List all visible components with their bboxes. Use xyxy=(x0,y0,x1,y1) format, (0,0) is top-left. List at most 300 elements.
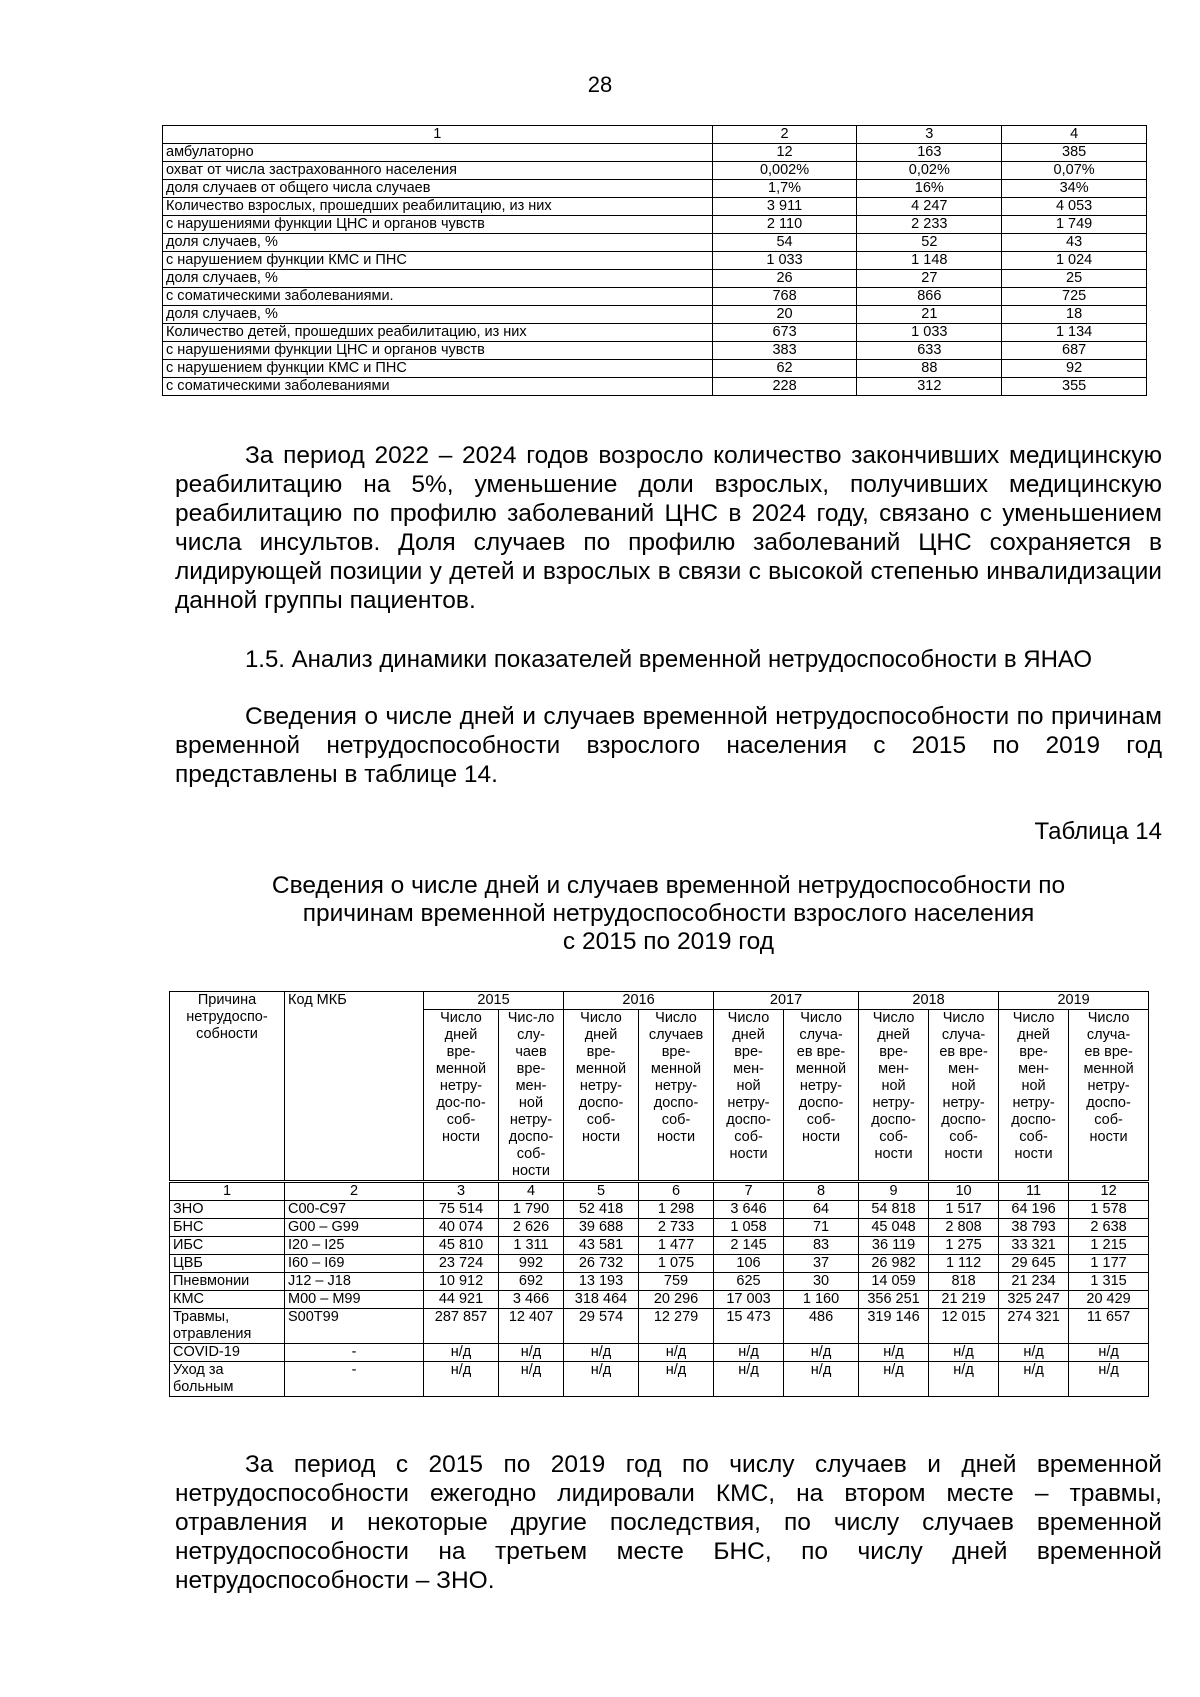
table-cell: н/д xyxy=(784,1362,859,1397)
table-cell: 30 xyxy=(784,1273,859,1291)
table-cell: 355 xyxy=(1002,378,1147,396)
row-label: с нарушением функции КМС и ПНС xyxy=(163,252,713,270)
table-cell: н/д xyxy=(1069,1344,1149,1362)
table-cell: н/д xyxy=(564,1344,639,1362)
table-cell: н/д xyxy=(714,1362,784,1397)
year-header: 2018 xyxy=(859,992,999,1010)
icd-code-cell: - xyxy=(285,1362,424,1397)
table-cell: 673 xyxy=(712,324,857,342)
table-cell: 27 xyxy=(857,270,1002,288)
table-cell: 45 048 xyxy=(859,1219,929,1237)
header-line: мен- xyxy=(1018,1061,1049,1077)
header-line: ной xyxy=(881,1078,906,1094)
table-cell: 312 xyxy=(857,378,1002,396)
table-cell: н/д xyxy=(639,1362,714,1397)
icd-code-cell: M00 – M99 xyxy=(285,1291,424,1309)
row-label: с соматическими заболеваниями xyxy=(163,378,713,396)
header-line: нетру- xyxy=(1087,1078,1130,1094)
table-cell: 1 134 xyxy=(1002,324,1147,342)
table-row xyxy=(163,252,1147,270)
table-cell: 17 003 xyxy=(714,1291,784,1309)
paragraph-table-intro: Сведения о числе дней и случаев временной нетрудоспособности по причинам временной нетрудоспособности взрослого населения с 2015 по 2019 год представлены в таблице 14. xyxy=(175,703,1162,788)
table-cell: 3 646 xyxy=(714,1201,784,1219)
header-line: доспо- xyxy=(726,1112,771,1128)
year-header: 2015 xyxy=(424,992,564,1010)
table-cell: 43 xyxy=(1002,234,1147,252)
header-line: Число xyxy=(440,1010,482,1026)
table-row xyxy=(163,162,1147,180)
column-number: 6 xyxy=(639,1182,714,1201)
row-label: доля случаев, % xyxy=(163,270,713,288)
header-line: ности xyxy=(1014,1146,1053,1162)
column-number: 11 xyxy=(999,1182,1069,1201)
icd-code-cell: - xyxy=(285,1344,424,1362)
table-cell: 1 177 xyxy=(1069,1255,1149,1273)
header-line: вре- xyxy=(516,1061,546,1077)
subheader-cell xyxy=(929,1010,999,1182)
table-cell: 486 xyxy=(784,1309,859,1344)
table-cell: 1 033 xyxy=(857,324,1002,342)
subheader-cell xyxy=(859,1010,929,1182)
header-line: ности xyxy=(802,1129,841,1145)
header-line: нетру- xyxy=(1012,1095,1055,1111)
table-row xyxy=(163,324,1147,342)
table-cell: 38 793 xyxy=(999,1219,1069,1237)
code-header: Код МКБ xyxy=(285,992,424,1182)
row-label: Количество взрослых, прошедших реабилитацию, из них xyxy=(163,198,713,216)
row-label: Количество детей, прошедших реабилитацию, из них xyxy=(163,324,713,342)
header-line: Число xyxy=(1012,1010,1055,1026)
header-line: менной xyxy=(650,1061,702,1077)
table-cell: 21 234 xyxy=(999,1273,1069,1291)
table-row xyxy=(170,1291,1149,1309)
year-header: 2019 xyxy=(999,992,1149,1010)
header-line: ности xyxy=(656,1129,696,1145)
header-line: вре- xyxy=(879,1044,908,1060)
table-cell: 3 466 xyxy=(499,1291,564,1309)
cause-cell xyxy=(170,1344,285,1362)
header-line: ности xyxy=(874,1146,913,1162)
table-cell: 2 733 xyxy=(639,1219,714,1237)
table-title: Сведения о числе дней и случаев временной нетрудоспособности по причинам временной нетрудоспособности взрослого населения с 2015 по 2019 год xyxy=(271,872,1066,955)
table-cell: 43 581 xyxy=(564,1237,639,1255)
table-cell: 1 790 xyxy=(499,1201,564,1219)
table-cell: 26 732 xyxy=(564,1255,639,1273)
header-line: Число xyxy=(1087,1010,1130,1026)
cause-line: ЗНО xyxy=(173,1201,204,1217)
subheader-cell xyxy=(424,1010,499,1182)
header-line: ности xyxy=(944,1146,983,1162)
table-cell: 12 015 xyxy=(929,1309,999,1344)
table-cell: 992 xyxy=(499,1255,564,1273)
table-cell: 92 xyxy=(1002,360,1147,378)
table-cell: 12 279 xyxy=(639,1309,714,1344)
header-line: соб- xyxy=(586,1112,616,1128)
table-cell: 21 219 xyxy=(929,1291,999,1309)
header-line: соб- xyxy=(806,1112,836,1128)
year-header: 2017 xyxy=(714,992,859,1010)
header-line: дней xyxy=(1017,1027,1050,1043)
table-cell: 18 xyxy=(1002,306,1147,324)
table-cell: 14 059 xyxy=(859,1273,929,1291)
subheader-cell xyxy=(1069,1010,1149,1182)
header-line: ной xyxy=(951,1078,976,1094)
header-line: доспо- xyxy=(578,1095,624,1111)
table-cell: 1 578 xyxy=(1069,1201,1149,1219)
table-cell: 1,7% xyxy=(712,180,857,198)
icd-code-cell: G00 – G99 xyxy=(285,1219,424,1237)
table-cell: 725 xyxy=(1002,288,1147,306)
header-line: слу- xyxy=(517,1027,545,1043)
table-row xyxy=(170,1219,1149,1237)
table-cell: 11 657 xyxy=(1069,1309,1149,1344)
table-cell: 71 xyxy=(784,1219,859,1237)
table-cell: 64 196 xyxy=(999,1201,1069,1219)
table-cell: 2 233 xyxy=(857,216,1002,234)
table-cell: 20 429 xyxy=(1069,1291,1149,1309)
table-cell: 83 xyxy=(784,1237,859,1255)
header-line: нетрудоспо- xyxy=(186,1009,268,1025)
header-line: менной xyxy=(575,1061,627,1077)
table-row xyxy=(163,198,1147,216)
paragraph-rehab-summary: За период 2022 – 2024 годов возросло количество закончивших медицинскую реабилитацию на 5%, уменьшение доли взрослых, получивших медицинскую реабилитацию по профилю заболеваний ЦНС в 2024 году, связано с уменьшением числа инсультов. Доля случаев по профилю заболеваний ЦНС сохраняется в лидирующей позиции у детей и взрослых в связи с высокой степенью инвалидизации данной группы пациентов. xyxy=(175,442,1162,614)
cause-cell xyxy=(170,1237,285,1255)
header-line: дней xyxy=(444,1027,478,1043)
header-line: случа- xyxy=(1086,1027,1131,1043)
table-cell: 692 xyxy=(499,1273,564,1291)
table-header-row xyxy=(163,126,1147,144)
table-cell: н/д xyxy=(424,1362,499,1397)
header-line: ной xyxy=(518,1095,544,1111)
table-cell: 23 724 xyxy=(424,1255,499,1273)
paragraph-conclusion: За период с 2015 по 2019 год по числу случаев и дней временной нетрудоспособности ежегодно лидировали КМС, на втором месте – травмы, отравления и некоторые другие последствия, по числу случаев временной нетрудоспособности на третьем месте БНС, по числу дней временной нетрудоспособности – ЗНО. xyxy=(175,1451,1162,1594)
header-line: менной xyxy=(435,1061,487,1077)
cause-cell xyxy=(170,1362,285,1397)
header-line: нетру- xyxy=(579,1078,623,1094)
table-cell: 768 xyxy=(712,288,857,306)
table-cell: 37 xyxy=(784,1255,859,1273)
header-line: Чис-ло xyxy=(507,1010,555,1026)
cause-line: отравления xyxy=(173,1326,252,1342)
header-line: ной xyxy=(736,1078,761,1094)
table-cell: 36 119 xyxy=(859,1237,929,1255)
header-line: Причина xyxy=(197,992,257,1008)
page-number: 28 xyxy=(587,72,613,97)
table-row xyxy=(163,144,1147,162)
table-cell: 13 193 xyxy=(564,1273,639,1291)
table-cell: 2 110 xyxy=(712,216,857,234)
header-line: соб- xyxy=(1019,1129,1048,1145)
header-line: вре- xyxy=(661,1044,691,1060)
cause-cell xyxy=(170,1273,285,1291)
header-line: ев вре- xyxy=(796,1044,846,1060)
table-cell: 12 407 xyxy=(499,1309,564,1344)
column-number: 8 xyxy=(784,1182,859,1201)
header-line: вре- xyxy=(446,1044,476,1060)
header-line: дней xyxy=(584,1027,618,1043)
subheader-cell xyxy=(714,1010,784,1182)
table-cell: н/д xyxy=(424,1344,499,1362)
table-cell: 52 418 xyxy=(564,1201,639,1219)
table-cell: 1 298 xyxy=(639,1201,714,1219)
header-line: Число xyxy=(872,1010,915,1026)
icd-code-cell: C00-C97 xyxy=(285,1201,424,1219)
header-line: соб- xyxy=(516,1146,546,1162)
table-numbering-row xyxy=(170,1182,1149,1201)
table-cell: 26 xyxy=(712,270,857,288)
header-line: ности xyxy=(729,1146,768,1162)
table-cell: 1 311 xyxy=(499,1237,564,1255)
header-line: ев вре- xyxy=(939,1044,988,1060)
row-label: доля случаев, % xyxy=(163,306,713,324)
table-cell: 75 514 xyxy=(424,1201,499,1219)
table-cell: 33 321 xyxy=(999,1237,1069,1255)
table-cell: н/д xyxy=(499,1344,564,1362)
table-row xyxy=(170,1237,1149,1255)
column-number: 3 xyxy=(857,126,1002,144)
header-line: доспо- xyxy=(941,1112,986,1128)
header-line: мен- xyxy=(515,1078,547,1094)
row-label: доля случаев, % xyxy=(163,234,713,252)
table-cell: 319 146 xyxy=(859,1309,929,1344)
table-row xyxy=(163,234,1147,252)
table-cell: 287 857 xyxy=(424,1309,499,1344)
column-number: 4 xyxy=(499,1182,564,1201)
cause-cell xyxy=(170,1255,285,1273)
icd-code-cell: I60 – I69 xyxy=(285,1255,424,1273)
table-row xyxy=(163,288,1147,306)
table-cell: 633 xyxy=(857,342,1002,360)
table-cell: 1 160 xyxy=(784,1291,859,1309)
header-line: соб- xyxy=(1094,1112,1123,1128)
header-line: Число xyxy=(942,1010,985,1026)
table-cell: 106 xyxy=(714,1255,784,1273)
table-cell: н/д xyxy=(784,1344,859,1362)
table-cell: 163 xyxy=(857,144,1002,162)
cause-cell xyxy=(170,1201,285,1219)
table-row xyxy=(163,180,1147,198)
table-cell: 15 473 xyxy=(714,1309,784,1344)
header-line: Число xyxy=(580,1010,622,1026)
table-row xyxy=(163,342,1147,360)
table-cell: 1 315 xyxy=(1069,1273,1149,1291)
row-label: с нарушением функции КМС и ПНС xyxy=(163,360,713,378)
cause-line: ИБС xyxy=(173,1237,204,1253)
table-cell: 1 148 xyxy=(857,252,1002,270)
column-number: 7 xyxy=(714,1182,784,1201)
header-line: мен- xyxy=(878,1061,909,1077)
subheader-cell xyxy=(999,1010,1069,1182)
table-row xyxy=(163,270,1147,288)
header-line: соб- xyxy=(949,1129,978,1145)
header-line: дос-по- xyxy=(436,1095,486,1111)
table-cell: 29 574 xyxy=(564,1309,639,1344)
header-line: менной xyxy=(1083,1061,1134,1077)
row-label: с нарушениями функции ЦНС и органов чувств xyxy=(163,216,713,234)
row-label: охват от числа застрахованного населения xyxy=(163,162,713,180)
table-cell: 318 464 xyxy=(564,1291,639,1309)
cause-line: ЦВБ xyxy=(173,1255,203,1271)
table-cell: 62 xyxy=(712,360,857,378)
header-line: доспо- xyxy=(871,1112,916,1128)
table-cell: 2 638 xyxy=(1069,1219,1149,1237)
header-line: чаев xyxy=(515,1044,547,1060)
table-cell: 228 xyxy=(712,378,857,396)
header-line: случаев xyxy=(648,1027,704,1043)
table-cell: 20 xyxy=(712,306,857,324)
table-cell: н/д xyxy=(999,1344,1069,1362)
table-cell: 1 749 xyxy=(1002,216,1147,234)
table-cell: 385 xyxy=(1002,144,1147,162)
table-row xyxy=(170,1273,1149,1291)
header-line: доспо- xyxy=(1011,1112,1056,1128)
table-cell: 625 xyxy=(714,1273,784,1291)
cause-header xyxy=(170,992,285,1182)
header-line: собности xyxy=(196,1026,258,1042)
table-row xyxy=(170,1201,1149,1219)
cause-line: Пневмонии xyxy=(173,1273,250,1289)
table-cell: 0,002% xyxy=(712,162,857,180)
cause-line: Уход за xyxy=(173,1362,224,1378)
header-line: мен- xyxy=(948,1061,979,1077)
table-cell: н/д xyxy=(929,1362,999,1397)
header-line: соб- xyxy=(661,1112,691,1128)
table-cell: 818 xyxy=(929,1273,999,1291)
table-cell: н/д xyxy=(929,1344,999,1362)
table-cell: 759 xyxy=(639,1273,714,1291)
column-number: 5 xyxy=(564,1182,639,1201)
table-cell: н/д xyxy=(499,1362,564,1397)
table-cell: 10 912 xyxy=(424,1273,499,1291)
header-line: вре- xyxy=(1019,1044,1048,1060)
row-label: с нарушениями функции ЦНС и органов чувств xyxy=(163,342,713,360)
column-number: 1 xyxy=(163,126,713,144)
table-cell: 64 xyxy=(784,1201,859,1219)
table-cell: 1 215 xyxy=(1069,1237,1149,1255)
header-line: ев вре- xyxy=(1084,1044,1133,1060)
header-line: вре- xyxy=(734,1044,763,1060)
table-cell: 356 251 xyxy=(859,1291,929,1309)
table-cell: 12 xyxy=(712,144,857,162)
header-line: дней xyxy=(732,1027,765,1043)
header-line: ности xyxy=(511,1163,551,1179)
table-cell: 687 xyxy=(1002,342,1147,360)
table-cell: 4 247 xyxy=(857,198,1002,216)
table-header-row xyxy=(170,992,1149,1010)
column-number: 12 xyxy=(1069,1182,1149,1201)
table-cell: 1 058 xyxy=(714,1219,784,1237)
row-label: доля случаев от общего числа случаев xyxy=(163,180,713,198)
table-row xyxy=(163,360,1147,378)
table-cell: 1 517 xyxy=(929,1201,999,1219)
header-line: вре- xyxy=(586,1044,616,1060)
table-cell: 1 477 xyxy=(639,1237,714,1255)
table-cell: 1 275 xyxy=(929,1237,999,1255)
cause-line: БНС xyxy=(173,1219,204,1235)
table-cell: 2 808 xyxy=(929,1219,999,1237)
row-label: с соматическими заболеваниями. xyxy=(163,288,713,306)
table-cell: н/д xyxy=(1069,1362,1149,1397)
header-line: доспо- xyxy=(798,1095,844,1111)
table-cell: 20 296 xyxy=(639,1291,714,1309)
header-line: нетру- xyxy=(727,1095,770,1111)
disability-table xyxy=(169,991,1149,1397)
table-cell: 1 112 xyxy=(929,1255,999,1273)
header-line: нетру- xyxy=(872,1095,915,1111)
table-row xyxy=(170,1309,1149,1344)
table-cell: 54 818 xyxy=(859,1201,929,1219)
cause-line: Травмы, xyxy=(173,1309,230,1325)
table-cell: 1 033 xyxy=(712,252,857,270)
header-line: ности xyxy=(441,1129,481,1145)
header-line: доспо- xyxy=(1086,1095,1131,1111)
header-line: Число xyxy=(655,1010,697,1026)
table-cell: 383 xyxy=(712,342,857,360)
table-cell: 0,07% xyxy=(1002,162,1147,180)
header-line: нетру- xyxy=(799,1078,843,1094)
header-line: нетру- xyxy=(439,1078,483,1094)
header-line: соб- xyxy=(879,1129,908,1145)
table-cell: 52 xyxy=(857,234,1002,252)
table-cell: 2 145 xyxy=(714,1237,784,1255)
year-header: 2016 xyxy=(564,992,714,1010)
cause-cell xyxy=(170,1219,285,1237)
table-cell: 325 247 xyxy=(999,1291,1069,1309)
table-cell: 4 053 xyxy=(1002,198,1147,216)
header-line: нетру- xyxy=(942,1095,985,1111)
header-line: доспо- xyxy=(508,1129,554,1145)
header-line: соб- xyxy=(734,1129,763,1145)
column-number: 9 xyxy=(859,1182,929,1201)
table-cell: 1 024 xyxy=(1002,252,1147,270)
header-line: ности xyxy=(581,1129,621,1145)
table-cell: 274 321 xyxy=(999,1309,1069,1344)
header-line: Число xyxy=(800,1010,842,1026)
table-cell: 0,02% xyxy=(857,162,1002,180)
header-line: мен- xyxy=(733,1061,764,1077)
table-cell: 3 911 xyxy=(712,198,857,216)
table-cell: 21 xyxy=(857,306,1002,324)
table-row xyxy=(163,378,1147,396)
header-line: случа- xyxy=(799,1027,843,1043)
table-cell: 2 626 xyxy=(499,1219,564,1237)
cause-cell xyxy=(170,1309,285,1344)
table-cell: 34% xyxy=(1002,180,1147,198)
cause-cell xyxy=(170,1291,285,1309)
table-cell: 26 982 xyxy=(859,1255,929,1273)
header-line: ности xyxy=(1089,1129,1128,1145)
header-line: ной xyxy=(1021,1078,1046,1094)
table-row xyxy=(163,216,1147,234)
header-line: дней xyxy=(877,1027,910,1043)
cause-line: COVID-19 xyxy=(173,1344,240,1360)
column-number: 2 xyxy=(285,1182,424,1201)
table-cell: 40 074 xyxy=(424,1219,499,1237)
table-label: Таблица 14 xyxy=(1034,818,1162,845)
icd-code-cell: S00T99 xyxy=(285,1309,424,1344)
header-line: менной xyxy=(795,1061,847,1077)
table-row xyxy=(170,1255,1149,1273)
table-row xyxy=(163,306,1147,324)
column-number: 10 xyxy=(929,1182,999,1201)
header-line: нетру- xyxy=(654,1078,698,1094)
subheader-cell xyxy=(639,1010,714,1182)
column-number: 1 xyxy=(170,1182,285,1201)
table-cell: 44 921 xyxy=(424,1291,499,1309)
table-cell: 25 xyxy=(1002,270,1147,288)
table-row xyxy=(170,1344,1149,1362)
icd-code-cell: I20 – I25 xyxy=(285,1237,424,1255)
